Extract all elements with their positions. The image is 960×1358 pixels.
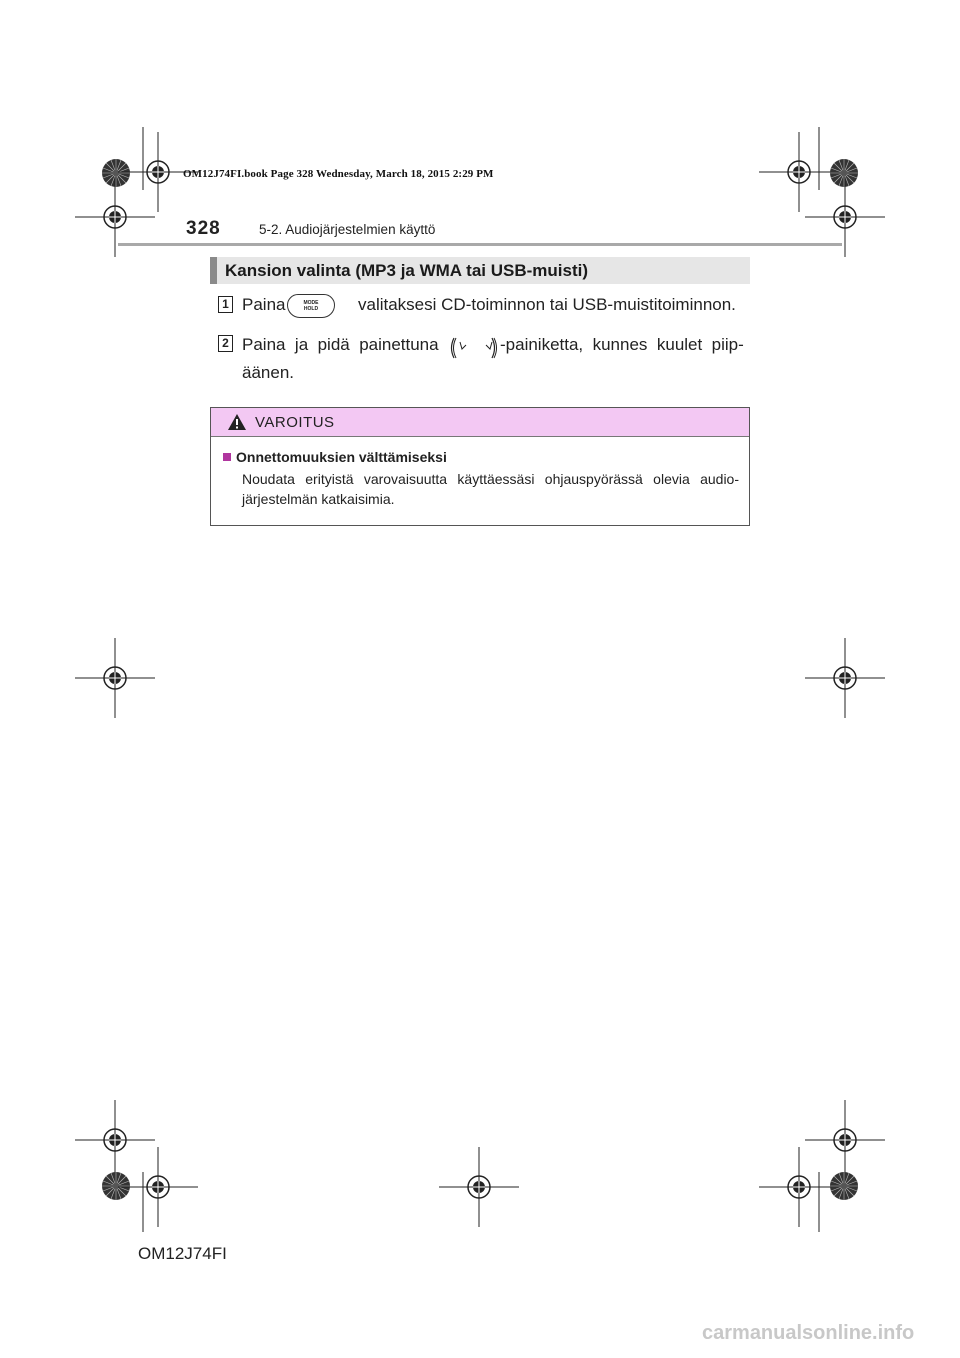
mode-label: MODE	[303, 300, 319, 306]
warning-body: Noudata erityistä varovaisuutta käyttäessäsi ohjauspyörässä olevia audio-järjestelmän katkaisimia.	[242, 471, 739, 507]
seek-switch-icon	[448, 334, 500, 362]
footer-code: OM12J74FI	[138, 1244, 227, 1263]
mode-hold-button-icon	[287, 294, 335, 318]
section-heading	[210, 257, 750, 284]
step-2-text-line1-after: -painiketta, kunnes kuulet piip-	[500, 335, 744, 354]
book-info-line: OM12J74FI.book Page 328 Wednesday, March 18, 2015 2:29 PM	[183, 168, 494, 180]
warning-subheading: Onnettomuuksien välttämiseksi	[236, 449, 447, 465]
step-2-text-line2: äänen.	[242, 363, 294, 382]
step-1-text-after: valitaksesi CD-toiminnon tai USB-muistitoiminnon.	[358, 295, 736, 314]
warning-header	[211, 408, 749, 437]
section-title: 5-2. Audiojärjestelmien käyttö	[259, 222, 436, 237]
page-number: 328	[186, 218, 221, 239]
warning-triangle-icon	[227, 413, 247, 431]
header-rule	[118, 243, 842, 246]
warning-box	[210, 407, 750, 526]
step-2-text-line1-before: Paina ja pidä painettuna	[242, 335, 439, 354]
warning-label: VAROITUS	[255, 413, 335, 431]
watermark: carmanualsonline.info	[702, 1322, 915, 1344]
hold-label: HOLD	[303, 306, 319, 312]
bullet-square-icon	[223, 453, 231, 461]
step-number-2: 2	[218, 335, 233, 352]
section-heading-text: Kansion valinta (MP3 ja WMA tai USB-muisti)	[225, 260, 589, 280]
step-number-1: 1	[218, 296, 233, 313]
step-1-text-before: Paina	[242, 295, 286, 314]
